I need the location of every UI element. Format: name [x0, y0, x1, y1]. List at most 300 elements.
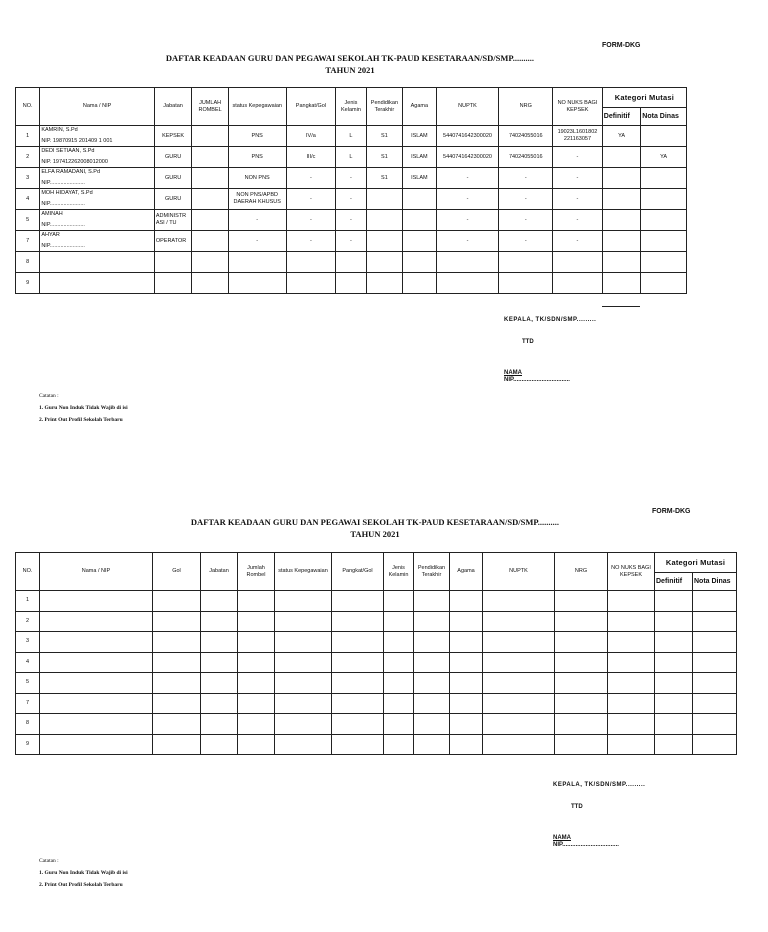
cell-agama: ISLAM — [403, 147, 436, 168]
cell-name — [40, 231, 155, 252]
cell-empty[interactable] — [201, 734, 238, 755]
cell-empty[interactable] — [40, 673, 153, 694]
cell-nuks — [553, 273, 603, 294]
cell-no: 3 — [16, 168, 40, 189]
cell-empty[interactable] — [483, 693, 555, 714]
cell-empty[interactable] — [450, 714, 483, 735]
signature-rule — [602, 306, 640, 307]
cell-no: 2 — [16, 147, 40, 168]
cell-nrg — [499, 273, 553, 294]
cell-nota — [641, 252, 687, 273]
header-gol: Gol — [153, 553, 201, 591]
cell-jk: - — [336, 168, 366, 189]
cell-empty[interactable] — [153, 591, 201, 612]
cell-empty[interactable] — [655, 673, 693, 694]
cell-empty[interactable] — [555, 693, 608, 714]
cell-empty[interactable] — [201, 673, 238, 694]
table-row — [16, 673, 737, 694]
cell-empty[interactable] — [693, 673, 737, 694]
cell-empty[interactable] — [238, 673, 275, 694]
cell-jk: - — [336, 210, 366, 231]
cell-no: 8 — [16, 252, 40, 273]
cell-empty[interactable] — [555, 591, 608, 612]
cell-empty[interactable] — [555, 714, 608, 735]
cell-empty[interactable] — [693, 652, 737, 673]
cell-empty[interactable] — [40, 693, 153, 714]
cell-jk: - — [336, 231, 366, 252]
table-row — [16, 252, 687, 273]
cell-pangkat: IV/a — [286, 126, 336, 147]
form-title-2 — [145, 516, 605, 540]
header-no: NO. — [16, 553, 40, 591]
cell-status: - — [228, 231, 286, 252]
table-row — [16, 168, 687, 189]
cell-nuptk: 5440741642300020 — [436, 126, 499, 147]
cell-pendidikan — [366, 210, 402, 231]
staff-name: DEDI SETIAAN, S.Pd — [41, 148, 95, 154]
cell-no: 7 — [16, 693, 40, 714]
table-row — [16, 734, 737, 755]
notes-2 — [39, 855, 128, 891]
cell-empty[interactable] — [275, 632, 332, 653]
cell-empty[interactable] — [153, 611, 201, 632]
cell-pangkat: - — [286, 210, 336, 231]
cell-nrg: - — [499, 189, 553, 210]
cell-rombel — [192, 126, 228, 147]
cell-empty[interactable] — [153, 693, 201, 714]
cell-definitif — [602, 189, 641, 210]
cell-jabatan: GURU — [154, 189, 192, 210]
cell-empty[interactable] — [332, 652, 384, 673]
nama-label: NAMA — [504, 370, 522, 376]
cell-no: 5 — [16, 210, 40, 231]
cell-nota — [641, 210, 687, 231]
cell-no: 8 — [16, 714, 40, 735]
cell-empty[interactable] — [275, 591, 332, 612]
cell-nrg: - — [499, 231, 553, 252]
cell-empty[interactable] — [555, 652, 608, 673]
cell-empty[interactable] — [332, 734, 384, 755]
cell-empty[interactable] — [275, 714, 332, 735]
cell-empty[interactable] — [655, 734, 693, 755]
staff-table — [15, 87, 687, 294]
cell-name — [40, 273, 155, 294]
table-row — [16, 611, 737, 632]
cell-empty[interactable] — [414, 673, 450, 694]
cell-rombel — [192, 147, 228, 168]
note-item-2: 2. Print Out Profil Sekolah Terbaru — [39, 417, 123, 423]
header-rombel: Jumlah Rombel — [238, 553, 275, 591]
form-code-2: FORM-DKG — [652, 508, 691, 515]
cell-empty[interactable] — [40, 591, 153, 612]
header-pangkat: Pangkat/Gol — [286, 88, 336, 126]
cell-empty[interactable] — [201, 611, 238, 632]
cell-empty[interactable] — [483, 673, 555, 694]
signature-block-2 — [553, 782, 645, 848]
header-nuks: NO NUKS BAGI KEPSEK — [553, 88, 603, 126]
header-nuptk: NUPTK — [436, 88, 499, 126]
staff-name: AHYAR — [41, 232, 60, 238]
header-pangkat: Pangkat/Gol — [332, 553, 384, 591]
table-row — [16, 632, 737, 653]
header-rombel: JUMLAH ROMBEL — [192, 88, 228, 126]
cell-empty[interactable] — [201, 632, 238, 653]
cell-pangkat: - — [286, 231, 336, 252]
staff-nip: NIP. 19870915 201409 1 001 — [41, 138, 113, 144]
nip-label: NIP.................................. — [553, 842, 619, 848]
cell-empty[interactable] — [414, 734, 450, 755]
header-pendidikan: Pendidikan Terakhir — [366, 88, 402, 126]
cell-nuptk: - — [436, 189, 499, 210]
cell-empty[interactable] — [384, 673, 414, 694]
cell-empty[interactable] — [384, 734, 414, 755]
cell-rombel — [192, 252, 228, 273]
staff-nip: NIP. 197412262008012000 — [41, 159, 108, 165]
cell-empty[interactable] — [555, 632, 608, 653]
kepala-label: KEPALA, TK/SDN/SMP......... — [553, 782, 646, 788]
cell-empty[interactable] — [450, 591, 483, 612]
header-kategori-mutasi: Kategori Mutasi — [602, 88, 686, 108]
notes — [39, 390, 128, 426]
cell-pendidikan — [366, 231, 402, 252]
cell-empty[interactable] — [153, 734, 201, 755]
cell-rombel — [192, 231, 228, 252]
cell-rombel — [192, 168, 228, 189]
cell-empty[interactable] — [608, 693, 655, 714]
cell-empty[interactable] — [414, 652, 450, 673]
cell-definitif — [602, 273, 641, 294]
cell-empty[interactable] — [201, 591, 238, 612]
table-row — [16, 147, 687, 168]
header-jabatan: Jabatan — [154, 88, 192, 126]
staff-nip: NIP....................... — [41, 243, 85, 249]
cell-empty[interactable] — [153, 632, 201, 653]
cell-status: NON PNS/APBD DAERAH KHUSUS — [228, 189, 286, 210]
cell-pendidikan — [366, 189, 402, 210]
staff-nip: NIP....................... — [41, 201, 85, 207]
cell-empty[interactable] — [483, 734, 555, 755]
cell-empty[interactable] — [450, 652, 483, 673]
cell-empty[interactable] — [384, 714, 414, 735]
cell-empty[interactable] — [693, 734, 737, 755]
cell-empty[interactable] — [608, 652, 655, 673]
cell-empty[interactable] — [238, 652, 275, 673]
table-row — [16, 591, 737, 612]
staff-name: AMINAH — [41, 211, 63, 217]
cell-no: 9 — [16, 273, 40, 294]
cell-empty[interactable] — [483, 632, 555, 653]
cell-agama: ISLAM — [403, 126, 436, 147]
cell-empty[interactable] — [555, 673, 608, 694]
notes-heading: Catatan : — [39, 393, 59, 399]
cell-empty[interactable] — [693, 693, 737, 714]
table-row — [16, 273, 687, 294]
cell-empty[interactable] — [483, 611, 555, 632]
cell-nuks: - — [553, 147, 603, 168]
note-item-1: 1. Guru Non Induk Tidak Wajib di isi — [39, 405, 128, 411]
header-agama: Agama — [403, 88, 436, 126]
cell-nuptk: 5440741642300020 — [436, 147, 499, 168]
staff-name: ELFA RAMADANI, S.Pd — [41, 169, 100, 175]
cell-empty[interactable] — [414, 591, 450, 612]
cell-empty[interactable] — [693, 591, 737, 612]
cell-empty[interactable] — [153, 714, 201, 735]
nama-label: NAMA — [553, 835, 571, 841]
cell-nota — [641, 189, 687, 210]
cell-empty[interactable] — [608, 591, 655, 612]
cell-empty[interactable] — [608, 632, 655, 653]
staff-name: MOH HIDAYAT, S.Pd — [41, 190, 93, 196]
cell-empty[interactable] — [201, 693, 238, 714]
cell-empty[interactable] — [693, 611, 737, 632]
cell-empty[interactable] — [201, 714, 238, 735]
cell-empty[interactable] — [238, 714, 275, 735]
header-jenis-kelamin: Jenis Kelamin — [384, 553, 414, 591]
cell-empty[interactable] — [450, 693, 483, 714]
cell-empty[interactable] — [332, 632, 384, 653]
cell-nota — [641, 273, 687, 294]
cell-no: 7 — [16, 231, 40, 252]
cell-empty[interactable] — [450, 632, 483, 653]
cell-empty[interactable] — [40, 652, 153, 673]
cell-empty[interactable] — [608, 714, 655, 735]
cell-empty[interactable] — [384, 632, 414, 653]
cell-jabatan: GURU — [154, 147, 192, 168]
cell-empty[interactable] — [414, 714, 450, 735]
header-nuptk: NUPTK — [483, 553, 555, 591]
staff-nip: NIP....................... — [41, 222, 85, 228]
cell-empty[interactable] — [238, 591, 275, 612]
cell-no: 4 — [16, 652, 40, 673]
cell-pangkat — [286, 273, 336, 294]
cell-status — [228, 252, 286, 273]
cell-nrg: - — [499, 168, 553, 189]
cell-rombel — [192, 210, 228, 231]
cell-empty[interactable] — [655, 652, 693, 673]
cell-jk — [336, 273, 366, 294]
cell-definitif — [602, 147, 641, 168]
cell-nuks: - — [553, 189, 603, 210]
table-row — [16, 126, 687, 147]
cell-agama — [403, 189, 436, 210]
header-agama: Agama — [450, 553, 483, 591]
cell-pangkat — [286, 252, 336, 273]
cell-pendidikan: S1 — [366, 168, 402, 189]
cell-empty[interactable] — [450, 673, 483, 694]
cell-empty[interactable] — [655, 632, 693, 653]
cell-jabatan: ADMINISTR ASI / TU — [154, 210, 192, 231]
cell-pangkat: III/c — [286, 147, 336, 168]
cell-empty[interactable] — [384, 693, 414, 714]
cell-empty[interactable] — [275, 652, 332, 673]
cell-nota — [641, 168, 687, 189]
cell-status: PNS — [228, 126, 286, 147]
cell-jabatan: OPERATOR — [154, 231, 192, 252]
cell-empty[interactable] — [153, 652, 201, 673]
cell-empty[interactable] — [414, 693, 450, 714]
cell-empty[interactable] — [201, 652, 238, 673]
notes-heading: Catatan : — [39, 858, 59, 864]
cell-rombel — [192, 189, 228, 210]
cell-status: NON PNS — [228, 168, 286, 189]
header-jabatan: Jabatan — [201, 553, 238, 591]
staff-table-blank — [15, 552, 737, 755]
staff-nip: NIP....................... — [41, 180, 85, 186]
cell-empty[interactable] — [238, 632, 275, 653]
cell-agama — [403, 231, 436, 252]
cell-empty[interactable] — [153, 673, 201, 694]
cell-empty[interactable] — [238, 734, 275, 755]
cell-empty[interactable] — [483, 714, 555, 735]
cell-no: 3 — [16, 632, 40, 653]
cell-empty[interactable] — [608, 611, 655, 632]
table-row — [16, 231, 687, 252]
cell-empty[interactable] — [384, 611, 414, 632]
cell-pendidikan — [366, 273, 402, 294]
cell-empty[interactable] — [655, 611, 693, 632]
cell-name — [40, 210, 155, 231]
cell-nrg: 74024055016 — [499, 147, 553, 168]
cell-agama — [403, 273, 436, 294]
cell-nuks: - — [553, 231, 603, 252]
form-title — [120, 52, 580, 76]
cell-empty[interactable] — [332, 611, 384, 632]
cell-no: 2 — [16, 611, 40, 632]
header-nota-dinas: Nota Dinas — [641, 108, 687, 126]
cell-empty[interactable] — [332, 673, 384, 694]
header-nuks: NO NUKS BAGI KEPSEK — [608, 553, 655, 591]
cell-empty[interactable] — [238, 693, 275, 714]
cell-pendidikan: S1 — [366, 147, 402, 168]
cell-nuptk: - — [436, 168, 499, 189]
cell-no: 5 — [16, 673, 40, 694]
ttd-label: TTD — [571, 804, 583, 810]
cell-empty[interactable] — [275, 693, 332, 714]
cell-empty[interactable] — [40, 632, 153, 653]
header-kategori-mutasi: Kategori Mutasi — [655, 553, 737, 573]
cell-jk: L — [336, 126, 366, 147]
table-row — [16, 693, 737, 714]
cell-no: 4 — [16, 189, 40, 210]
cell-nuptk: - — [436, 231, 499, 252]
cell-nuks — [553, 252, 603, 273]
cell-empty[interactable] — [275, 611, 332, 632]
cell-nota — [641, 126, 687, 147]
cell-nota — [641, 231, 687, 252]
cell-empty[interactable] — [655, 714, 693, 735]
cell-empty[interactable] — [655, 693, 693, 714]
cell-nrg: - — [499, 210, 553, 231]
note-item-1: 1. Guru Non Induk Tidak Wajib di isi — [39, 870, 128, 876]
cell-empty[interactable] — [414, 611, 450, 632]
cell-jk: - — [336, 189, 366, 210]
cell-jabatan — [154, 273, 192, 294]
cell-agama: ISLAM — [403, 168, 436, 189]
header-jenis-kelamin: Jenis Kelamin — [336, 88, 366, 126]
cell-empty[interactable] — [693, 714, 737, 735]
cell-empty[interactable] — [655, 591, 693, 612]
cell-jk: L — [336, 147, 366, 168]
cell-empty[interactable] — [384, 652, 414, 673]
header-nama-nip: Nama / NIP — [40, 88, 155, 126]
cell-name — [40, 252, 155, 273]
cell-empty[interactable] — [40, 734, 153, 755]
cell-empty[interactable] — [693, 632, 737, 653]
cell-empty[interactable] — [608, 673, 655, 694]
header-no: NO. — [16, 88, 40, 126]
ttd-label: TTD — [522, 339, 534, 345]
cell-pendidikan: S1 — [366, 126, 402, 147]
cell-nuks: - — [553, 210, 603, 231]
header-nrg: NRG — [555, 553, 608, 591]
table-row — [16, 210, 687, 231]
cell-empty[interactable] — [450, 734, 483, 755]
title-line2: TAHUN 2021 — [325, 65, 375, 75]
cell-no: 9 — [16, 734, 40, 755]
cell-empty[interactable] — [40, 611, 153, 632]
cell-agama — [403, 252, 436, 273]
header-nama-nip: Nama / NIP — [40, 553, 153, 591]
cell-empty[interactable] — [414, 632, 450, 653]
table-row — [16, 714, 737, 735]
cell-nuks: 19023L1601802 221163057 — [553, 126, 603, 147]
header-pendidikan: Pendidikan Terakhir — [414, 553, 450, 591]
signature-block — [504, 317, 596, 383]
cell-no: 1 — [16, 126, 40, 147]
cell-nuptk: - — [436, 210, 499, 231]
cell-jabatan: KEPSEK — [154, 126, 192, 147]
title-line1: DAFTAR KEADAAN GURU DAN PEGAWAI SEKOLAH TK-PAUD KESETARAAN/SD/SMP.......... — [190, 517, 560, 527]
cell-definitif — [602, 252, 641, 273]
table-row — [16, 189, 687, 210]
header-definitif: Definitif — [602, 108, 641, 126]
cell-empty[interactable] — [238, 611, 275, 632]
cell-definitif — [602, 168, 641, 189]
kepala-label: KEPALA, TK/SDN/SMP......... — [504, 317, 597, 323]
cell-no: 1 — [16, 591, 40, 612]
cell-definitif — [602, 231, 641, 252]
cell-name — [40, 126, 155, 147]
cell-empty[interactable] — [332, 591, 384, 612]
cell-pendidikan — [366, 252, 402, 273]
cell-empty[interactable] — [332, 714, 384, 735]
header-nota-dinas: Nota Dinas — [693, 573, 737, 591]
cell-empty[interactable] — [332, 693, 384, 714]
cell-empty[interactable] — [483, 652, 555, 673]
cell-empty[interactable] — [555, 611, 608, 632]
cell-empty[interactable] — [275, 734, 332, 755]
cell-nrg — [499, 252, 553, 273]
cell-empty[interactable] — [40, 714, 153, 735]
header-status: status Kepegawaian — [228, 88, 286, 126]
cell-empty[interactable] — [384, 591, 414, 612]
cell-status: - — [228, 210, 286, 231]
cell-status — [228, 273, 286, 294]
cell-name — [40, 147, 155, 168]
title-line2: TAHUN 2021 — [350, 529, 400, 539]
cell-empty[interactable] — [275, 673, 332, 694]
form-code: FORM-DKG — [602, 42, 641, 49]
cell-empty[interactable] — [450, 611, 483, 632]
cell-empty[interactable] — [555, 734, 608, 755]
cell-name — [40, 168, 155, 189]
cell-jk — [336, 252, 366, 273]
staff-name: KAMRIN, S.Pd — [41, 127, 78, 133]
nip-label: NIP.................................. — [504, 377, 570, 383]
cell-nota: YA — [641, 147, 687, 168]
cell-empty[interactable] — [608, 734, 655, 755]
cell-empty[interactable] — [483, 591, 555, 612]
